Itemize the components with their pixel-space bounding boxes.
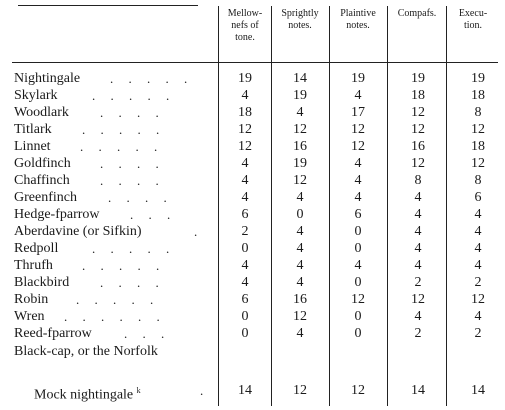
cell-mellowness: 14 <box>238 383 252 398</box>
cell-plaintive: 4 <box>354 190 362 205</box>
cell-plaintive: 17 <box>351 105 365 120</box>
leader-dots: . . . . <box>100 275 165 290</box>
leader-dots: . . . <box>124 326 171 341</box>
table-row <box>0 274 505 291</box>
cell-compass: 4 <box>414 241 422 256</box>
leader-dots: . . . . . <box>82 122 166 137</box>
bird-name: Wren <box>14 309 45 324</box>
table-row <box>0 70 505 87</box>
leader-dots: . . . . . . <box>64 309 166 324</box>
cell-plaintive: 0 <box>354 224 362 239</box>
bird-name-continued: Mock nightingale $^k$ <box>34 386 141 403</box>
table-row <box>0 325 505 342</box>
cell-sprightly: 4 <box>296 241 304 256</box>
header-execution: Execu- tion. <box>458 8 488 31</box>
bird-name: Redpoll <box>14 241 59 256</box>
cell-execution: 14 <box>471 383 485 398</box>
cell-compass: 4 <box>414 258 422 273</box>
cell-mellowness: 4 <box>241 156 249 171</box>
cell-sprightly: 19 <box>293 156 307 171</box>
table-row <box>0 104 505 121</box>
bird-name: Reed-fparrow <box>14 326 92 341</box>
table-row <box>0 382 505 403</box>
leader-dots: . . . . . <box>92 88 176 103</box>
cell-compass: 2 <box>414 275 422 290</box>
cell-plaintive: 19 <box>351 71 365 86</box>
leader-dots: . . . . <box>100 105 165 120</box>
cell-plaintive: 12 <box>351 383 365 398</box>
cell-mellowness: 0 <box>241 241 249 256</box>
cell-compass: 4 <box>414 190 422 205</box>
table-row <box>0 308 505 325</box>
leader-dots: . . . . . <box>76 292 160 307</box>
table-row <box>0 257 505 274</box>
cell-mellowness: 4 <box>241 88 249 103</box>
cell-sprightly: 4 <box>296 105 304 120</box>
cell-execution: 4 <box>474 258 482 273</box>
header-mellowness: Mellow- nefs of tone. <box>227 8 263 43</box>
header-compass: Compafs. <box>397 8 437 19</box>
cell-execution: 18 <box>471 88 485 103</box>
cell-execution: 8 <box>474 105 482 120</box>
bird-name: Goldfinch <box>14 156 71 171</box>
cell-compass: 14 <box>411 383 425 398</box>
leader-dots: . . . <box>130 207 177 222</box>
bird-name: Aberdavine (or Sifkin) <box>14 224 142 239</box>
cell-plaintive: 6 <box>354 207 362 222</box>
cell-plaintive: 4 <box>354 156 362 171</box>
cell-mellowness: 12 <box>238 139 252 154</box>
cell-compass: 4 <box>414 309 422 324</box>
bird-name: Blackbird <box>14 275 70 290</box>
cell-sprightly: 12 <box>293 122 307 137</box>
leader-dots: . . . . <box>100 156 165 171</box>
cell-sprightly: 12 <box>293 173 307 188</box>
cell-sprightly: 4 <box>296 275 304 290</box>
cell-execution: 2 <box>474 275 482 290</box>
bird-name: Robin <box>14 292 49 307</box>
table-row <box>0 172 505 189</box>
table-row <box>0 189 505 206</box>
cell-execution: 18 <box>471 139 485 154</box>
leader-dots: . . . . . <box>80 139 164 154</box>
bird-name: Chaffinch <box>14 173 70 188</box>
leader-dots: . <box>194 224 204 239</box>
cell-execution: 12 <box>471 122 485 137</box>
cell-sprightly: 16 <box>293 292 307 307</box>
cell-plaintive: 12 <box>351 292 365 307</box>
cell-sprightly: 4 <box>296 258 304 273</box>
leader-dots: . . . . . <box>92 241 176 256</box>
table-row <box>0 87 505 104</box>
cell-sprightly: 0 <box>296 207 304 222</box>
table-row-continued <box>0 343 505 360</box>
bird-name: Linnet <box>14 139 51 154</box>
cell-mellowness: 0 <box>241 309 249 324</box>
cell-sprightly: 12 <box>293 309 307 324</box>
table-row <box>0 291 505 308</box>
cell-mellowness: 6 <box>241 292 249 307</box>
bird-name: Woodlark <box>14 105 69 120</box>
top-rule <box>18 5 198 6</box>
cell-execution: 4 <box>474 241 482 256</box>
cell-sprightly: 4 <box>296 326 304 341</box>
cell-mellowness: 4 <box>241 190 249 205</box>
cell-mellowness: 0 <box>241 326 249 341</box>
cell-mellowness: 6 <box>241 207 249 222</box>
cell-execution: 4 <box>474 224 482 239</box>
leader-dots: . . . . . <box>110 71 194 86</box>
cell-compass: 12 <box>411 105 425 120</box>
table-row <box>0 206 505 223</box>
cell-plaintive: 12 <box>351 122 365 137</box>
bird-name: Greenfinch <box>14 190 77 205</box>
cell-execution: 8 <box>474 173 482 188</box>
leader-dots: . <box>200 383 210 398</box>
cell-compass: 16 <box>411 139 425 154</box>
cell-execution: 12 <box>471 292 485 307</box>
cell-plaintive: 0 <box>354 241 362 256</box>
bird-name: Black-cap, or the Norfolk <box>14 344 158 359</box>
bird-name: Titlark <box>14 122 52 137</box>
cell-plaintive: 0 <box>354 275 362 290</box>
cell-compass: 4 <box>414 207 422 222</box>
cell-sprightly: 14 <box>293 71 307 86</box>
header-rule <box>12 62 498 63</box>
cell-plaintive: 4 <box>354 258 362 273</box>
cell-execution: 19 <box>471 71 485 86</box>
table-row <box>0 223 505 240</box>
cell-compass: 18 <box>411 88 425 103</box>
bird-name: Hedge-fparrow <box>14 207 100 222</box>
footnote-marker: k <box>136 386 141 395</box>
header-sprightly: Sprightly notes. <box>281 8 319 31</box>
table-row <box>0 240 505 257</box>
cell-mellowness: 2 <box>241 224 249 239</box>
cell-mellowness: 12 <box>238 122 252 137</box>
cell-compass: 12 <box>411 292 425 307</box>
cell-mellowness: 4 <box>241 173 249 188</box>
table-row <box>0 155 505 172</box>
table-row <box>0 138 505 155</box>
leader-dots: . . . . <box>100 173 165 188</box>
cell-compass: 4 <box>414 224 422 239</box>
cell-mellowness: 4 <box>241 258 249 273</box>
cell-compass: 19 <box>411 71 425 86</box>
cell-plaintive: 12 <box>351 139 365 154</box>
cell-plaintive: 0 <box>354 309 362 324</box>
cell-execution: 4 <box>474 309 482 324</box>
cell-execution: 4 <box>474 207 482 222</box>
cell-sprightly: 12 <box>293 383 307 398</box>
cell-execution: 12 <box>471 156 485 171</box>
cell-sprightly: 4 <box>296 224 304 239</box>
cell-plaintive: 4 <box>354 88 362 103</box>
cell-mellowness: 18 <box>238 105 252 120</box>
bird-name: Skylark <box>14 88 58 103</box>
cell-execution: 2 <box>474 326 482 341</box>
bird-name: Thrufh <box>14 258 53 273</box>
cell-plaintive: 0 <box>354 326 362 341</box>
table-row <box>0 121 505 138</box>
leader-dots: . . . . <box>108 190 173 205</box>
cell-compass: 2 <box>414 326 422 341</box>
cell-execution: 6 <box>474 190 482 205</box>
bird-name: Nightingale <box>14 71 81 86</box>
cell-plaintive: 4 <box>354 173 362 188</box>
cell-mellowness: 4 <box>241 275 249 290</box>
cell-compass: 8 <box>414 173 422 188</box>
cell-compass: 12 <box>411 122 425 137</box>
cell-compass: 12 <box>411 156 425 171</box>
cell-sprightly: 16 <box>293 139 307 154</box>
leader-dots: . . . . . <box>82 258 166 273</box>
cell-sprightly: 19 <box>293 88 307 103</box>
cell-mellowness: 19 <box>238 71 252 86</box>
header-plaintive: Plaintive notes. <box>340 8 376 31</box>
cell-sprightly: 4 <box>296 190 304 205</box>
